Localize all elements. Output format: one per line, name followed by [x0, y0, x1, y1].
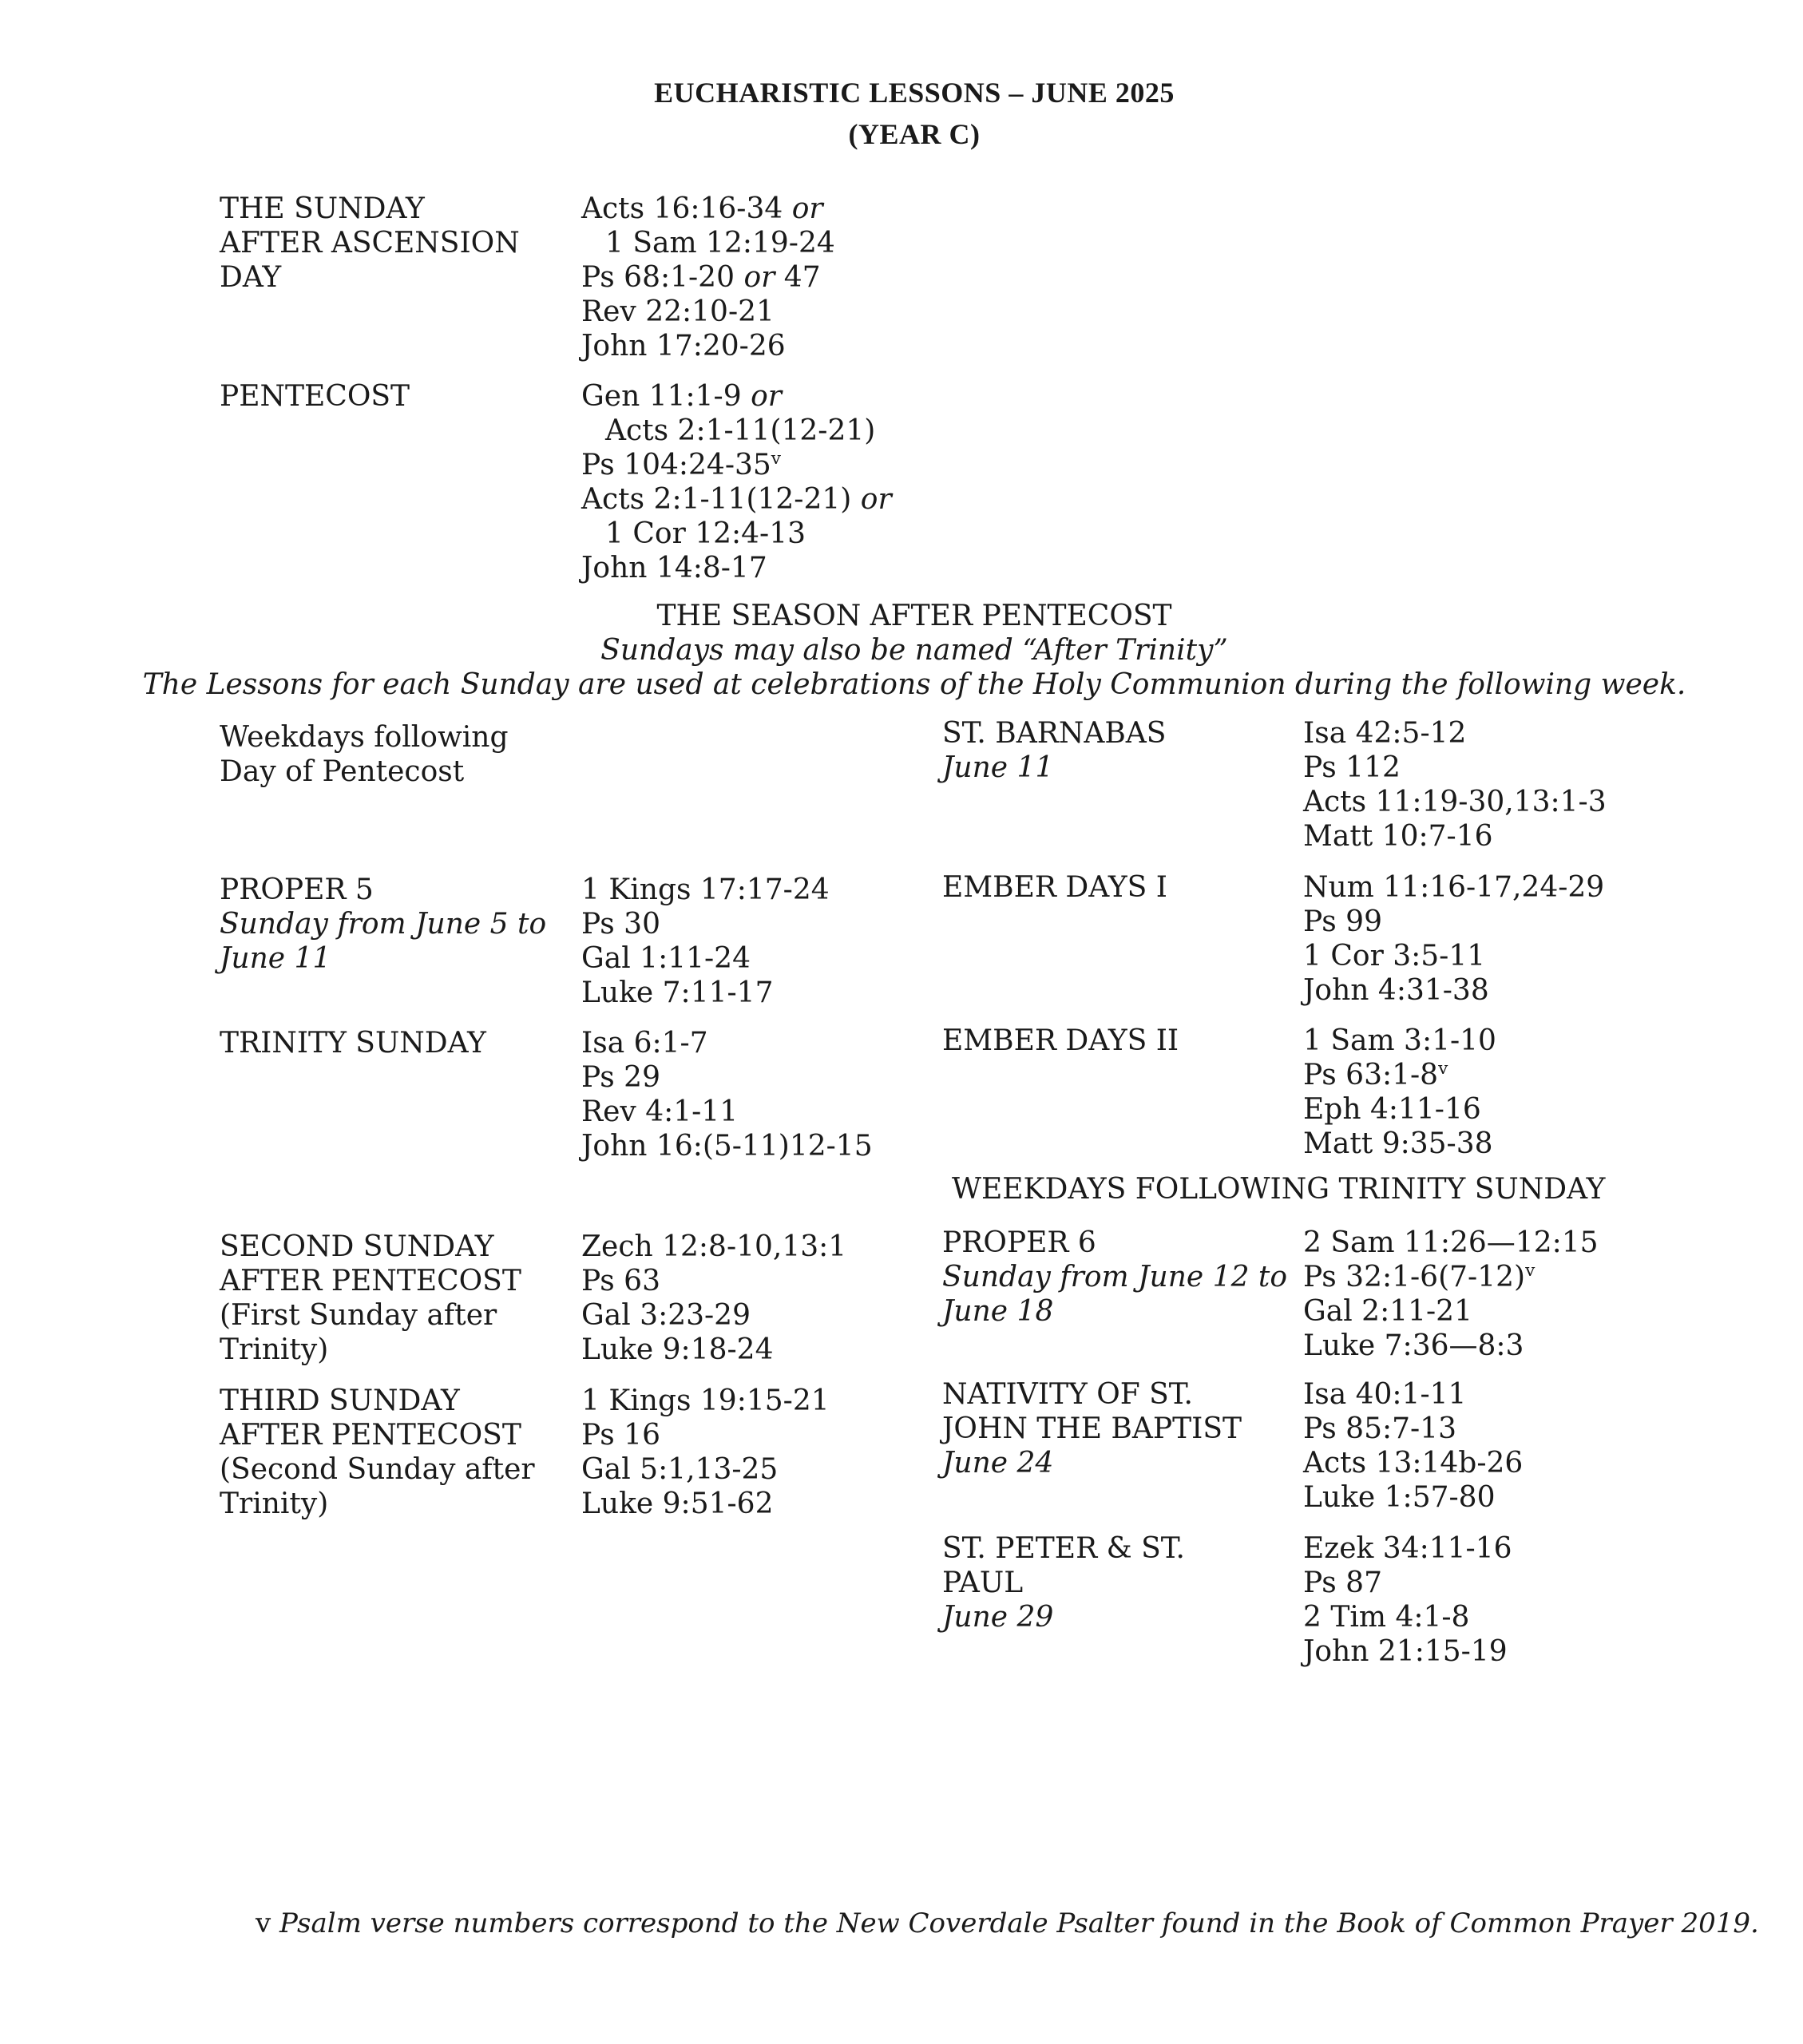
trinity-name: TRINITY SUNDAY [220, 1027, 486, 1060]
reading: John 14:8-17 [581, 552, 767, 584]
reading: Rev 22:10-21 [581, 295, 775, 328]
season-heading: THE SEASON AFTER PENTECOST [656, 600, 1172, 632]
reading: Ps 85:7-13 [1303, 1412, 1456, 1445]
page-title [0, 72, 1803, 155]
reading: Luke 1:57-80 [1303, 1481, 1496, 1514]
peter-paul-readings [1303, 1531, 1512, 1669]
weekdays-trinity-heading: WEEKDAYS FOLLOWING TRINITY SUNDAY [952, 1173, 1606, 1206]
nativity-readings [1303, 1377, 1523, 1515]
reading: 1 Kings 19:15-21 [581, 1384, 830, 1417]
reading: Ps 16 [581, 1419, 660, 1452]
ember2-readings [1303, 1024, 1496, 1161]
title-line-2: (YEAR C) [848, 118, 981, 150]
reading: Ps 112 [1303, 751, 1401, 784]
reading: Ps 68:1-20 or 47 [581, 261, 821, 294]
proper5-name: PROPER 5 Sunday from June 5 to June 11 [220, 873, 547, 975]
title-line-1: EUCHARISTIC LESSONS – JUNE 2025 [654, 77, 1175, 109]
reading: 1 Kings 17:17-24 [581, 873, 830, 906]
pentecost-readings [581, 379, 892, 585]
season-subheading: Sundays may also be named “After Trinity” [600, 634, 1228, 667]
trinity-readings [581, 1026, 873, 1163]
ascension-readings [581, 192, 835, 363]
footnote [256, 1907, 1759, 1940]
season-note: The Lessons for each Sunday are used at celebrations of the Holy Communion during the following week. [142, 668, 1686, 701]
reading: Ezek 34:11-16 [1303, 1532, 1512, 1565]
season-heading-block [0, 599, 1803, 702]
reading: Luke 7:36—8:3 [1303, 1329, 1524, 1362]
ember2-name: EMBER DAYS II [942, 1024, 1179, 1057]
reading: John 17:20-26 [581, 330, 786, 362]
third-sunday-name: THIRD SUNDAY AFTER PENTECOST (Second Sunday after Trinity) [220, 1384, 535, 1520]
reading: John 21:15-19 [1303, 1635, 1508, 1668]
barnabas-readings [1303, 716, 1607, 854]
reading: Isa 40:1-11 [1303, 1378, 1467, 1411]
second-sunday-readings [581, 1230, 846, 1367]
nativity-name: NATIVITY OF ST. JOHN THE BAPTIST June 24 [942, 1378, 1242, 1480]
ember1-readings [1303, 870, 1604, 1008]
reading: Rev 4:1-11 [581, 1095, 739, 1128]
reading: John 16:(5-11)12-15 [581, 1130, 873, 1163]
third-sunday-readings [581, 1384, 830, 1521]
reading: Gal 5:1,13-25 [581, 1453, 779, 1486]
reading: 1 Cor 3:5-11 [1303, 940, 1486, 972]
reading: Ps 87 [1303, 1567, 1382, 1599]
reading: 1 Sam 3:1-10 [1303, 1024, 1496, 1057]
reading: Ps 63 [581, 1265, 660, 1297]
reading: Ps 99 [1303, 905, 1382, 938]
reading: 2 Tim 4:1-8 [1303, 1601, 1470, 1634]
proper5-readings [581, 873, 830, 1010]
second-sunday-name: SECOND SUNDAY AFTER PENTECOST (First Sunday after Trinity) [220, 1230, 521, 1366]
ember1-name: EMBER DAYS I [942, 871, 1167, 904]
reading: 1 Cor 12:4-13 [605, 517, 806, 550]
reading: Gal 2:11-21 [1303, 1295, 1472, 1328]
reading: Acts 11:19-30,13:1-3 [1303, 786, 1607, 818]
reading: Ps $32:1-6(7-12)^v$ [1303, 1261, 1536, 1293]
reading: Num 11:16-17,24-29 [1303, 871, 1605, 904]
reading: Ps 63:1-8$^v$ [1303, 1059, 1448, 1091]
footnote-text: Psalm verse numbers correspond to the New Coverdale Psalter found in the Book of Common Prayer 2019. [279, 1907, 1759, 1939]
reading: 2 Sam 11:26—12:15 [1303, 1226, 1599, 1259]
reading: Acts 13:14b-26 [1303, 1447, 1524, 1480]
weekdays-pentecost-name: Weekdays following Day of Pentecost [220, 721, 509, 788]
barnabas-name: ST. BARNABAS June 11 [942, 717, 1167, 784]
reading: Ps 104:24-35$^v$ [581, 449, 781, 481]
reading: Matt 9:35-38 [1303, 1127, 1493, 1160]
reading: Gen 11:1-9 or [581, 380, 782, 413]
reading: Acts 2:1-11(12-21) or [581, 483, 892, 516]
reading: Isa 42:5-12 [1303, 717, 1467, 750]
reading: Acts 16:16-34 or [581, 192, 823, 225]
reading: Matt 10:7-16 [1303, 820, 1493, 853]
pentecost-name: PENTECOST [220, 380, 410, 413]
reading: Luke 9:51-62 [581, 1487, 774, 1520]
reading: Eph 4:11-16 [1303, 1093, 1481, 1126]
reading: Luke 7:11-17 [581, 976, 774, 1009]
reading: Zech 12:8-10,13:1 [581, 1230, 847, 1263]
reading: Ps 29 [581, 1061, 660, 1094]
reading: Luke 9:18-24 [581, 1333, 774, 1366]
reading: Gal 3:23-29 [581, 1299, 751, 1332]
footnote-marker: v [256, 1907, 271, 1939]
reading: Gal 1:11-24 [581, 942, 751, 975]
proper6-name: PROPER 6 Sunday from June 12 to June 18 [942, 1226, 1288, 1328]
reading: Isa 6:1-7 [581, 1027, 708, 1060]
proper6-readings [1303, 1226, 1599, 1363]
reading: Acts 2:1-11(12-21) [605, 414, 876, 447]
reading: Ps 30 [581, 908, 660, 941]
reading: John 4:31-38 [1303, 974, 1489, 1007]
ascension-name: THE SUNDAY AFTER ASCENSION DAY [220, 192, 520, 294]
peter-paul-name: ST. PETER & ST. PAUL June 29 [942, 1532, 1185, 1634]
reading: 1 Sam 12:19-24 [605, 227, 835, 259]
